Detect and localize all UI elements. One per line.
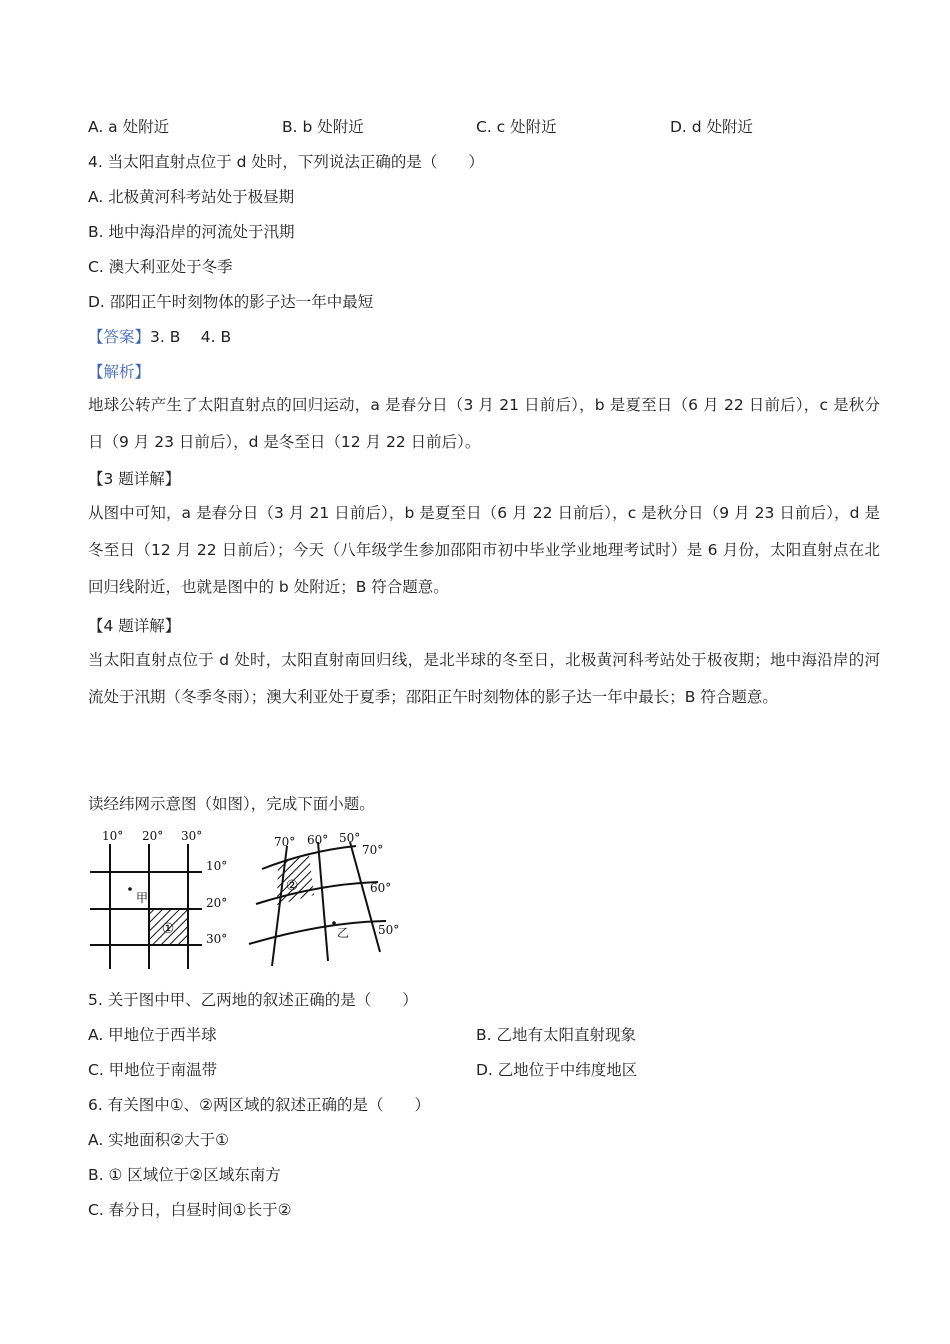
q5-option-b: B. 乙地有太阳直射现象 — [476, 1026, 636, 1044]
point-yi-label: 乙 — [337, 926, 350, 940]
left-right-label-1: 10° — [206, 859, 228, 873]
q5-stem: 5. 关于图中甲、乙两地的叙述正确的是（ ） — [88, 991, 418, 1009]
analysis-paragraph: 地球公转产生了太阳直射点的回归运动，a 是春分日（3 月 21 日前后），b 是夏至日（6 月 22 日前后），c 是秋分日（9 月 23 日前后），d 是冬至日（12 月 22 日前后）。 — [88, 396, 880, 451]
detail3-title: 【3 题详解】 — [88, 470, 181, 488]
q6-stem: 6. 有关图中①、②两区域的叙述正确的是（ ） — [88, 1096, 431, 1114]
q3-option-d: D. d 处附近 — [670, 118, 754, 136]
q5-option-d: D. 乙地位于中纬度地区 — [476, 1061, 638, 1079]
left-grid — [90, 844, 202, 969]
left-top-label-2: 20° — [142, 829, 164, 843]
q6-option-b: B. ① 区域位于②区域东南方 — [88, 1166, 281, 1184]
q3-option-c: C. c 处附近 — [476, 118, 557, 136]
answer-text: 3. B 4. B — [150, 328, 232, 346]
detail4-title: 【4 题详解】 — [88, 617, 181, 635]
left-right-label-2: 20° — [206, 896, 228, 910]
region-1-label: ① — [161, 921, 175, 937]
detail3-paragraph: 从图中可知，a 是春分日（3 月 21 日前后），b 是夏至日（6 月 22 日前后），c 是秋分日（9 月 23 日前后），d 是冬至日（12 月 22 日前后）；今天（八年级学生参加邵阳市初中毕业学业地理考试时）是 6 月份，太阳直射点在北回归线附近，也就是图中的 b 处附近；B 符合题意。 — [88, 504, 880, 596]
point-jia-label: 甲 — [136, 891, 149, 905]
right-top-label-2: 60° — [307, 833, 329, 847]
detail4-paragraph: 当太阳直射点位于 d 处时，太阳直射南回归线，是北半球的冬至日，北极黄河科考站处于极夜期；地中海沿岸的河流处于汛期（冬季冬雨）；澳大利亚处于夏季；邵阳正午时刻物体的影子达一年中最长；B 符合题意。 — [88, 651, 880, 706]
q4-stem: 4. 当太阳直射点位于 d 处时，下列说法正确的是（ ） — [88, 153, 484, 171]
q4-option-c: C. 澳大利亚处于冬季 — [88, 258, 233, 276]
q6-option-c: C. 春分日，白昼时间①长于② — [88, 1201, 292, 1219]
point-jia-dot — [128, 887, 132, 891]
region-2-label: ② — [285, 878, 299, 894]
right-grid — [249, 842, 386, 966]
left-right-label-3: 30° — [206, 932, 228, 946]
right-right-label-2: 60° — [370, 881, 392, 895]
answer-line — [88, 327, 231, 347]
analysis-tag: 【解析】 — [88, 363, 151, 381]
q4-option-a: A. 北极黄河科考站处于极昼期 — [88, 188, 295, 206]
right-right-label-3: 50° — [378, 923, 400, 937]
q3-option-a: A. a 处附近 — [88, 118, 170, 136]
left-top-label-1: 10° — [102, 829, 124, 843]
intro-text: 读经纬网示意图（如图），完成下面小题。 — [88, 795, 375, 813]
q6-option-a: A. 实地面积②大于① — [88, 1131, 229, 1149]
right-top-label-3: 50° — [339, 831, 361, 845]
q5-option-c: C. 甲地位于南温带 — [88, 1061, 218, 1079]
answer-tag: 【答案】 — [88, 328, 151, 346]
point-yi-dot — [332, 921, 336, 925]
q5-option-a: A. 甲地位于西半球 — [88, 1026, 217, 1044]
right-right-label-1: 70° — [362, 843, 384, 857]
left-top-label-3: 30° — [181, 829, 203, 843]
q4-option-b: B. 地中海沿岸的河流处于汛期 — [88, 223, 295, 241]
graticule-figure — [84, 826, 414, 976]
right-top-label-1: 70° — [274, 835, 296, 849]
q4-option-d: D. 邵阳正午时刻物体的影子达一年中最短 — [88, 293, 374, 311]
q3-option-b: B. b 处附近 — [282, 118, 364, 136]
